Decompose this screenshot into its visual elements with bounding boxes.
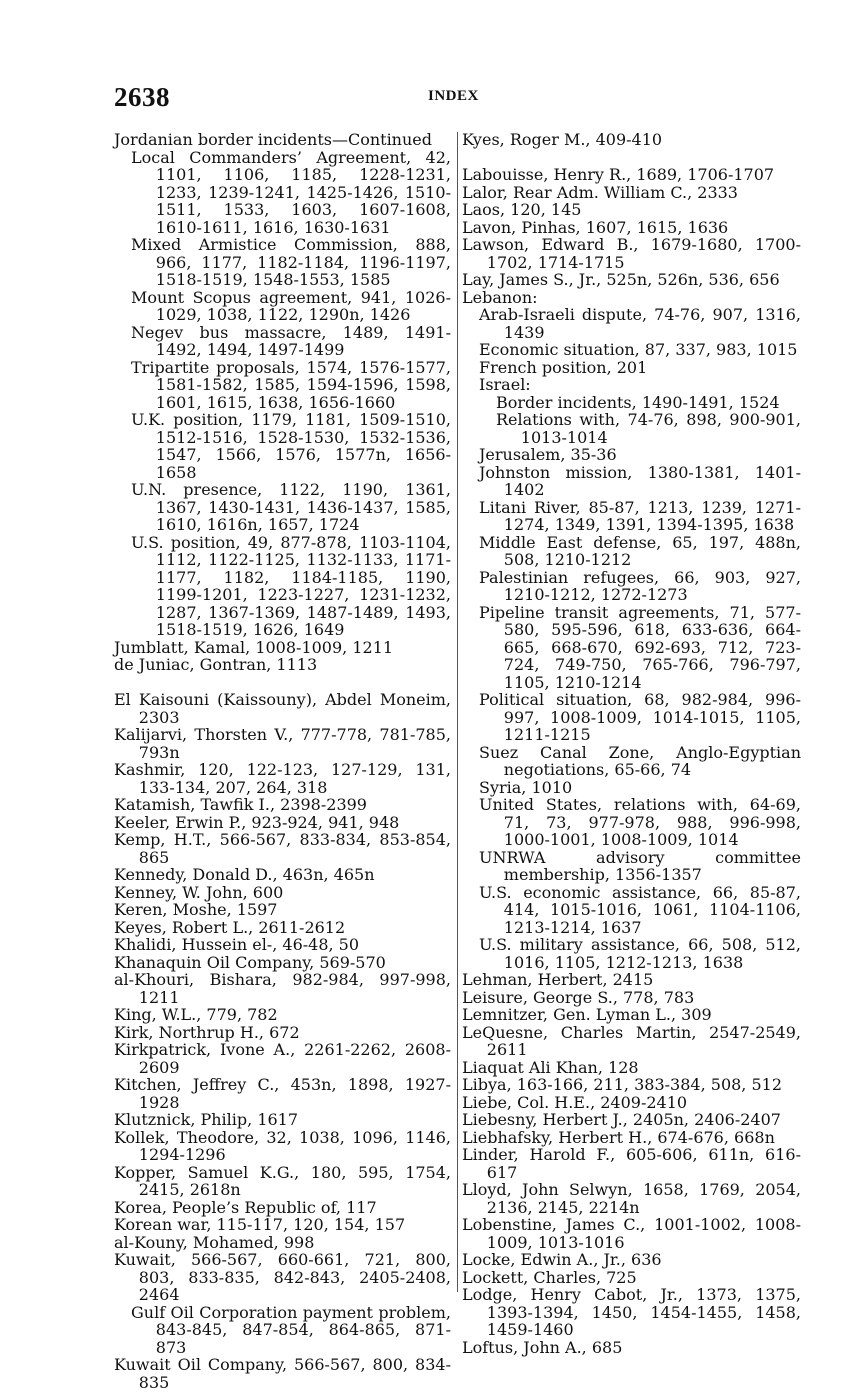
letter-gap	[114, 674, 451, 692]
index-subentry: Arab-Israeli dispute, 74-76, 907, 1316, 1439	[479, 305, 801, 342]
index-subentry: Pipeline transit agreements, 71, 577-580, 595-596, 618, 633-636, 664-665, 668-670, 692-693, 712, 723-724, 749-750, 765-766, 796-797, 1105, 1210-1214	[479, 602, 801, 692]
page-title: INDEX	[428, 88, 479, 104]
index-entry: Lockett, Charles, 725	[462, 1267, 637, 1287]
index-subentry: Gulf Oil Corporation payment problem, 843-845, 847-854, 864-865, 871-873	[131, 1302, 451, 1357]
index-entry: Khanaquin Oil Company, 569-570	[114, 952, 386, 972]
index-entry: Kashmir, 120, 122-123, 127-129, 131, 133-134, 207, 264, 318	[114, 760, 451, 797]
index-subentry: Jerusalem, 35-36	[479, 445, 617, 464]
index-entry: Kollek, Theodore, 32, 1038, 1096, 1146, 1294-1296	[114, 1127, 451, 1164]
index-entry: Kopper, Samuel K.G., 180, 595, 1754, 2415, 2618n	[114, 1162, 451, 1199]
index-subentry: Political situation, 68, 982-984, 996-997, 1008-1009, 1014-1015, 1105, 1211-1215	[479, 690, 801, 744]
index-subentry: Suez Canal Zone, Anglo-Egyptian negotiations, 65-66, 74	[479, 742, 801, 779]
index-entry: Kuwait, 566-567, 660-661, 721, 800, 803, 833-835, 842-843, 2405-2408, 2464	[114, 1250, 451, 1304]
index-entry: Kalijarvi, Thorsten V., 777-778, 781-785, 793n	[114, 725, 451, 762]
index-entry: al-Kouny, Mohamed, 998	[114, 1232, 315, 1252]
index-entry: Loftus, John A., 685	[462, 1337, 623, 1357]
index-entry: Liebe, Col. H.E., 2409-2410	[462, 1092, 688, 1112]
index-subentry: Syria, 1010	[479, 777, 573, 797]
index-subentry: Relations with, 74-76, 898, 900-901, 1013-1014	[496, 410, 801, 447]
index-entry: Lavon, Pinhas, 1607, 1615, 1636	[462, 217, 729, 237]
index-entry: Katamish, Tawfik I., 2398-2399	[114, 795, 367, 814]
index-entry: Kenney, W. John, 600	[114, 882, 284, 902]
index-subentry: U.K. position, 1179, 1181, 1509-1510, 1512-1516, 1528-1530, 1532-1536, 1547, 1566, 1576, 1577n, 1656-1658	[131, 410, 451, 482]
index-subentry: Mixed Armistice Commission, 888, 966, 1177, 1182-1184, 1196-1197, 1518-1519, 1548-1553, 1585	[131, 235, 451, 289]
index-entry: Kuwait Oil Company, 566-567, 800, 834-835	[114, 1355, 451, 1392]
index-subentry: Israel:	[479, 375, 531, 394]
index-entry: Jumblatt, Kamal, 1008-1009, 1211	[114, 637, 394, 657]
index-entry: El Kaisouni (Kaissouny), Abdel Moneim, 2303	[114, 690, 451, 727]
index-entry: Klutznick, Philip, 1617	[114, 1110, 299, 1129]
index-subentry: Middle East defense, 65, 197, 488n, 508, 1210-1212	[479, 532, 801, 569]
index-subentry: Negev bus massacre, 1489, 1491-1492, 1494, 1497-1499	[131, 322, 451, 359]
index-entry: Lebanon:	[462, 287, 538, 307]
index-subentry: Local Commanders’ Agreement, 42, 1101, 1106, 1185, 1228-1231, 1233, 1239-1241, 1425-1426, 1510-1511, 1533, 1603, 1607-1608, 1610-1611, 1616, 1630-1631	[131, 147, 451, 237]
index-entry: Leisure, George S., 778, 783	[462, 987, 695, 1007]
index-entry: Lloyd, John Selwyn, 1658, 1769, 2054, 2136, 2145, 2214n	[462, 1180, 801, 1217]
column-divider	[457, 132, 458, 1292]
index-entry: Liebhafsky, Herbert H., 674-676, 668n	[462, 1127, 775, 1147]
index-column-right	[462, 131, 801, 1356]
index-entry: Kirk, Northrup H., 672	[114, 1022, 300, 1042]
index-entry: Lodge, Henry Cabot, Jr., 1373, 1375, 1393-1394, 1450, 1454-1455, 1458, 1459-1460	[462, 1285, 801, 1339]
index-entry: Locke, Edwin A., Jr., 636	[462, 1250, 662, 1269]
index-entry: Keyes, Robert L., 2611-2612	[114, 917, 346, 937]
index-entry: Kyes, Roger M., 409-410	[462, 130, 663, 149]
index-entry: Kitchen, Jeffrey C., 453n, 1898, 1927-1928	[114, 1075, 451, 1112]
index-subentry: UNRWA advisory committee membership, 1356-1357	[479, 847, 801, 884]
index-entry: King, W.L., 779, 782	[114, 1005, 278, 1024]
index-subentry: U.S. position, 49, 877-878, 1103-1104, 1112, 1122-1125, 1132-1133, 1171-1177, 1182, 1184-1185, 1190, 1199-1201, 1223-1227, 1231-1232, 1287, 1367-1369, 1487-1489, 1493, 1518-1519, 1626, 1649	[131, 532, 451, 639]
index-entry: Lobenstine, James C., 1001-1002, 1008-1009, 1013-1016	[462, 1215, 801, 1252]
index-entry: Linder, Harold F., 605-606, 611n, 616-617	[462, 1145, 801, 1182]
index-subentry: French position, 201	[479, 357, 648, 377]
index-entry: Lawson, Edward B., 1679-1680, 1700-1702, 1714-1715	[462, 235, 801, 272]
page-number: 2638	[114, 82, 170, 112]
index-entry: Liaquat Ali Khan, 128	[462, 1057, 639, 1077]
index-entry: de Juniac, Gontran, 1113	[114, 655, 318, 674]
index-entry: Khalidi, Hussein el-, 46-48, 50	[114, 935, 360, 954]
index-entry: Keeler, Erwin P., 923-924, 941, 948	[114, 812, 400, 832]
index-entry: Libya, 163-166, 211, 383-384, 508, 512	[462, 1075, 783, 1094]
index-entry: Korean war, 115-117, 120, 154, 157	[114, 1215, 406, 1234]
index-subentry: U.S. economic assistance, 66, 85-87, 414, 1015-1016, 1061, 1104-1106, 1213-1214, 1637	[479, 882, 801, 937]
index-subentry: Mount Scopus agreement, 941, 1026-1029, 1038, 1122, 1290n, 1426	[131, 287, 451, 324]
index-subentry: Palestinian refugees, 66, 903, 927, 1210-1212, 1272-1273	[479, 567, 801, 604]
index-subentry: United States, relations with, 64-69, 71, 73, 977-978, 988, 996-998, 1000-1001, 1008-1009, 1014	[479, 795, 801, 849]
index-entry: LeQuesne, Charles Martin, 2547-2549, 2611	[462, 1022, 801, 1059]
index-entry: Laos, 120, 145	[462, 200, 582, 219]
index-entry: Kemp, H.T., 566-567, 833-834, 853-854, 865	[114, 830, 451, 867]
index-subentry: Litani River, 85-87, 1213, 1239, 1271-1274, 1349, 1391, 1394-1395, 1638	[479, 497, 801, 534]
index-entry: Lalor, Rear Adm. William C., 2333	[462, 182, 738, 202]
index-entry: Lay, James S., Jr., 525n, 526n, 536, 656	[462, 270, 780, 289]
index-entry: Labouisse, Henry R., 1689, 1706-1707	[462, 165, 775, 184]
index-entry: Kennedy, Donald D., 463n, 465n	[114, 865, 375, 884]
index-entry: al-Khouri, Bishara, 982-984, 997-998, 1211	[114, 970, 451, 1007]
letter-gap	[462, 149, 801, 167]
index-subentry: Economic situation, 87, 337, 983, 1015	[479, 340, 798, 359]
index-entry: Kirkpatrick, Ivone A., 2261-2262, 2608-2609	[114, 1040, 451, 1077]
index-subentry: U.S. military assistance, 66, 508, 512, 1016, 1105, 1212-1213, 1638	[479, 935, 801, 972]
index-entry: Jordanian border incidents—Continued	[114, 130, 432, 149]
index-entry: Lehman, Herbert, 2415	[462, 970, 654, 989]
index-subentry: Border incidents, 1490-1491, 1524	[496, 392, 780, 412]
index-subentry: Johnston mission, 1380-1381, 1401-1402	[479, 462, 801, 499]
index-column-left	[114, 131, 451, 1391]
index-entry: Lemnitzer, Gen. Lyman L., 309	[462, 1005, 712, 1024]
index-entry: Liebesny, Herbert J., 2405n, 2406-2407	[462, 1110, 781, 1129]
index-entry: Korea, People’s Republic of, 117	[114, 1197, 377, 1217]
index-subentry: Tripartite proposals, 1574, 1576-1577, 1581-1582, 1585, 1594-1596, 1598, 1601, 1615, 1638, 1656-1660	[131, 357, 451, 412]
index-entry: Keren, Moshe, 1597	[114, 900, 278, 919]
index-subentry: U.N. presence, 1122, 1190, 1361, 1367, 1430-1431, 1436-1437, 1585, 1610, 1616n, 1657, 1724	[131, 480, 451, 534]
